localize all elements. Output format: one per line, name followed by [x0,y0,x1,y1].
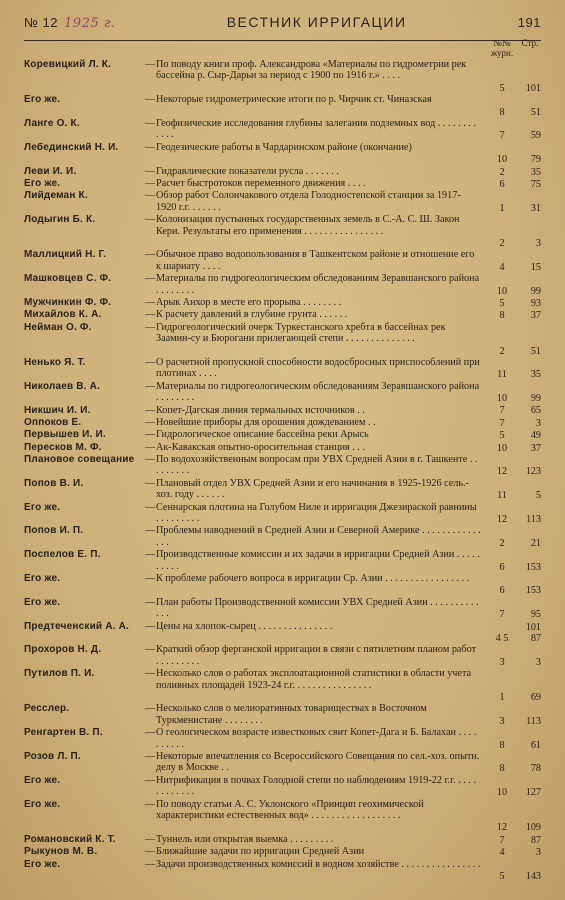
entry-dash: — [144,94,156,106]
index-entry [24,357,541,381]
entry-dash: — [144,441,156,453]
entry-issue-number: 7 [499,405,505,417]
entry-title: По водохозяйственным вопросам при УВХ Средней Азии в г. Ташкенте . . . . . . . . . [156,454,478,477]
entry-author: Ненько Я. Т. [24,356,86,368]
entry-issue-number: 2 [499,345,505,357]
index-entry [24,644,541,668]
entry-issue-number: 8 [499,106,505,118]
journal-title: ВЕСТНИК ИРРИГАЦИИ [226,14,407,30]
entry-issue-number: 4 [499,261,505,273]
entry-page: 153 [525,561,541,573]
entry-author: Предтеченский А. А. [24,620,130,632]
entry-dash: — [144,273,156,285]
entry-title: Задачи производственных комиссий в водном хозяйстве . . . . . . . . . . . . . . . . [156,858,481,870]
entry-issue-number: 3 [499,656,505,668]
index-entry [24,249,541,273]
entry-page: 21 [530,537,541,549]
entry-title: По поводу статьи А. С. Уклонского «Принцип геохимической характеристики естественных вод» . . . . . . . . . . . . . . . . . . [156,798,424,822]
entry-issue-number: 10 [496,393,508,405]
entry-issue-number: 2 [499,237,505,249]
entry-dash: — [144,596,156,608]
entry-author: Прохоров Н. Д. [24,644,102,656]
entry-issue-number: 6 [499,561,505,573]
entry-issue-number: 8 [499,310,505,322]
entry-issue-number: 5 [499,870,505,882]
entry-page: 87 [530,834,541,846]
entry-dash: — [144,214,156,226]
entry-dash: — [144,416,156,428]
entry-page: 35 [530,166,541,178]
index-entry [24,834,541,846]
index-entry [24,381,541,405]
header-rule [24,40,541,41]
entry-dash: — [144,620,156,632]
entry-dash: — [144,477,156,489]
entry-issue-number: 6 [499,585,505,597]
entry-dash: — [144,501,156,513]
entry-issue-number: 4 5 [495,633,509,645]
entry-title: Материалы по гидрогеологическим обследованиям Зеравшанского района . . . . . . . . [156,273,480,296]
entry-page: 79 [530,154,541,166]
handwritten-year: 1925 г. [64,16,116,31]
entry-dash: — [144,429,156,441]
entry-title: Колонизация пустынных государственных земель в С.-А. С. Ш. Закон Кери. Результаты его применения . . . . . . . . . . . . . . . . [156,214,460,237]
entry-page: 61 [530,739,541,751]
index-entry [24,621,541,645]
entry-page: 3 [535,417,541,429]
entry-title: Краткий обзор ферганской ирригации в связи с пятилетним планом работ . . . . . . . . . [156,644,477,667]
entry-dash: — [144,573,156,585]
entry-author: Попов В. И. [24,477,84,489]
entry-author: Лебединский Н. И. [24,141,119,153]
entry-title: Гидрологическое описание бассейна реки Арысь [156,429,369,441]
entry-dash: — [144,177,156,189]
entry-page: 37 [530,442,541,454]
entry-issue-number: 8 [499,763,505,775]
entry-dash: — [144,249,156,261]
entry-dash: — [144,59,156,70]
issue-number: № 12 [24,15,59,30]
index-entry [24,573,541,597]
entry-page: 101 [525,82,541,94]
index-entry [24,214,541,249]
entry-page: 95 [530,609,541,621]
entry-page: 109 [525,822,541,834]
index-table [24,59,541,882]
entry-dash: — [144,190,156,202]
entry-dash: — [144,833,156,845]
index-entry [24,309,541,321]
index-entry [24,442,541,454]
index-entry [24,454,541,478]
entry-title: Геодезические работы в Чардаринском районе (окончание) [156,141,412,153]
column-page: Стр. [521,38,539,48]
entry-issue-number: 7 [499,609,505,621]
entry-page: 127 [525,787,541,799]
entry-author: Его же. [24,573,61,585]
entry-author: Розов Л. П. [24,751,81,763]
index-entry [24,59,541,94]
entry-author: Его же. [24,596,61,608]
entry-title: Нитрификация в почвах Голодной степи по наблюдениям 1919-22 г.г. . . . . . . . . . . . . [156,774,477,798]
entry-title: К расчету давлений в глубине грунта . . . . . . [156,309,348,321]
entry-title: Плановый отдел УВХ Средней Азии и его начинания в 1925-1926 сель.-хоз. году . . . . . . [156,477,469,501]
entry-title: Некоторые впечатления со Всероссийского Совещания по сел.-хоз. опытн. делу в Москве . . [156,751,480,774]
entry-author: Коревицкий Л. К. [24,59,112,70]
index-entry [24,142,541,166]
entry-title: По поводу книги проф. Александрова «Материалы по гидрометрии рек бассейна р. Сыр-Дарьи за период с 1900 по 1916 г.» . . . . [156,59,467,82]
index-entry [24,775,541,799]
index-entry [24,703,541,727]
entry-title: Туннель или открытая выемка . . . . . . . . . [156,833,334,845]
entry-dash: — [144,774,156,786]
entry-title: План работы Производственной комиссии УВХ Средней Азии . . . . . . . . . . . . . [156,596,479,620]
entry-issue-number: 12 [496,514,508,526]
entry-issue-number: 10 [496,442,508,454]
entry-author: Михайлов К. А. [24,309,102,321]
entry-page: 99 [530,393,541,405]
entry-dash: — [144,117,156,129]
index-entry [24,322,541,357]
entry-author: Его же. [24,501,61,513]
entry-page: 51 [530,106,541,118]
entry-page: 93 [530,297,541,309]
entry-author: Поспелов Е. П. [24,549,101,561]
entry-page: 75 [530,178,541,190]
entry-author: Машковцев С. Ф. [24,273,112,285]
index-entry [24,178,541,190]
entry-page: 31 [530,202,541,214]
entry-page: 59 [530,130,541,142]
entry-title: Копет-Дагская линия термальных источников . . [156,404,365,416]
entry-issue-number: 12 [496,466,508,478]
entry-title: Новейшие приборы для орошения дождеванием . . [156,416,376,428]
entry-issue-number: 7 [499,834,505,846]
entry-page: 49 [530,430,541,442]
entry-author: Плановое совещание [24,454,135,466]
index-entry [24,297,541,309]
entry-author: Нейман О. Ф. [24,321,92,333]
entry-author: Мужчинкин Ф. Ф. [24,296,112,308]
entry-issue-number: 6 [499,178,505,190]
page-header [24,14,541,38]
entry-page: 113 [526,715,541,727]
index-entry [24,525,541,549]
entry-issue-number: 5 [499,297,505,309]
entry-title: Гидрогеологический очерк Туркестанского хребта в бассейнах рек Заамин-су и Бюрогани прилегающей степи . . . . . . . . . . . . . . [156,321,446,345]
index-entry [24,94,541,118]
entry-issue-number: 10 [496,787,508,799]
entry-title: Проблемы наводнений в Средней Азии и Северной Америке . . . . . . . . . . . . . . . [156,525,481,548]
entry-issue-number: 1 [499,692,505,704]
entry-page: 3 [535,656,541,668]
entry-author: Лодыгин Б. К. [24,214,96,226]
index-entry [24,597,541,621]
entry-issue-number: 5 [499,430,505,442]
entry-dash: — [144,525,156,537]
entry-author: Его же. [24,798,61,810]
index-entry [24,478,541,502]
entry-author: Его же. [24,858,61,870]
entry-page: 123 [525,466,541,478]
entry-author: Оппоков Е. [24,416,82,428]
entry-title: Обычное право водопользования в Ташкентском районе и отношение его к шариату . . . . [156,249,475,272]
entry-dash: — [144,727,156,739]
entry-dash: — [144,380,156,392]
entry-issue-number: 10 [496,154,508,166]
entry-author: Лийдеман К. [24,190,88,202]
entry-page: 101 87 [525,621,541,645]
entry-page: 15 [530,261,541,273]
entry-title: О расчетной пропускной способности водосбросных приспособлений при плотинах . . . . [156,356,480,380]
entry-page: 113 [526,514,541,526]
entry-issue-number: 1 [499,202,505,214]
entry-title: Сеннарская плотина на Голубом Ниле и ирригация Джезираской равнины . . . . . . . . . [156,501,477,525]
column-headers [485,38,541,58]
entry-issue-number: 4 [499,847,505,859]
entry-dash: — [144,751,156,763]
entry-page: 153 [525,585,541,597]
entry-author: Леви И. И. [24,165,77,177]
entry-title: Геофизические исследования глубины залегания подземных вод . . . . . . . . . . . . [156,117,476,141]
entry-author: Ланге О. К. [24,117,80,129]
entry-title: Гидравлические показатели русла . . . . . . . [156,165,339,177]
entry-dash: — [144,296,156,308]
index-entry [24,549,541,573]
entry-dash: — [144,798,156,810]
entry-page: 143 [525,870,541,882]
index-entry [24,273,541,297]
entry-author: Романовский К. Т. [24,833,116,845]
entry-dash: — [144,309,156,321]
entry-dash: — [144,858,156,870]
index-entry [24,429,541,441]
entry-page: 51 [530,345,541,357]
index-entry [24,727,541,751]
entry-author: Его же. [24,774,61,786]
entry-title: Ближайшие задачи по ирригации Средней Азии [156,846,365,858]
entry-author: Маллицкий Н. Г. [24,249,107,261]
entry-title: Обзор работ Солончакового отдела Голодностепской станции за 1917-1920 г.г. . . . . . . [156,190,461,213]
entry-author: Пересков М. Ф. [24,441,102,453]
entry-page: 3 [535,847,541,859]
entry-page: 69 [530,692,541,704]
entry-author: Путилов П. И. [24,668,95,680]
entry-title: К проблеме рабочего вопроса в ирригации Ср. Азии . . . . . . . . . . . . . . . . . [156,573,470,585]
entry-dash: — [144,644,156,656]
entry-author: Его же. [24,177,61,189]
entry-title: Несколько слов о мелиоративных товариществах в Восточном Туркменистане . . . . . . . . [156,703,427,726]
entry-title: Материалы по гидрогеологическим обследованиям Зеравшанского района . . . . . . . . [156,380,480,404]
entry-issue-number: 7 [499,130,505,142]
entry-page: 65 [530,405,541,417]
entry-dash: — [144,846,156,858]
entry-page: 78 [530,763,541,775]
index-entry [24,859,541,883]
entry-page: 37 [530,310,541,322]
entry-page: 3 [535,237,541,249]
index-entry [24,668,541,703]
entry-author: Ренгартен В. П. [24,727,103,739]
entry-page: 5 [535,490,541,502]
entry-author: Рыкунов М. В. [24,846,98,858]
entry-dash: — [144,141,156,153]
entry-issue-number: 7 [499,417,505,429]
entry-title: Арык Анхор в месте его прорыва . . . . . . . . [156,296,342,308]
entry-issue-number: 12 [496,822,508,834]
entry-title: Производственные комиссии и их задачи в ирригации Средней Азии . . . . . . . . . . [156,549,480,572]
entry-issue-number: 8 [499,739,505,751]
index-entry [24,846,541,858]
entry-title: Ак-Кавакская опытно-оросительная станция . . . [156,441,365,453]
index-entry [24,166,541,178]
index-entry [24,751,541,775]
entry-author: Первышев И. И. [24,429,106,441]
entry-author: Попов И. П. [24,525,84,537]
entry-title: Некоторые гидрометрические итоги по р. Чирчик ст. Чиназская [156,94,432,106]
index-entry [24,502,541,526]
header-left [24,15,115,31]
index-entry [24,799,541,834]
entry-dash: — [144,356,156,368]
entry-dash: — [144,454,156,466]
entry-issue-number: 3 [499,715,505,727]
entry-dash: — [144,549,156,561]
entry-title: Несколько слов о работах эксплоатационной статистики в области учета поливных площадей 1923-24 г.г. . . . . . . . . . . . . . . . [156,668,472,691]
entry-dash: — [144,321,156,333]
entry-title: Расчет быстротоков переменного движения . . . . [156,177,366,189]
entry-dash: — [144,668,156,680]
page-number: 191 [517,15,541,30]
entry-page: 99 [530,285,541,297]
entry-dash: — [144,404,156,416]
entry-author: Ресслер. [24,703,70,715]
column-issue-no: №№ журн. [490,38,514,58]
entry-title: Цены на хлопок-сырец . . . . . . . . . . . . . . . [156,620,333,632]
index-entry [24,405,541,417]
entry-issue-number: 2 [499,166,505,178]
entry-issue-number: 5 [499,82,505,94]
entry-issue-number: 2 [499,537,505,549]
entry-issue-number: 11 [497,369,507,381]
index-entry [24,118,541,142]
entry-page: 35 [530,369,541,381]
entry-author: Его же. [24,94,61,106]
entry-issue-number: 11 [497,490,507,502]
index-entry [24,190,541,214]
entry-dash: — [144,165,156,177]
entry-dash: — [144,703,156,715]
entry-author: Никшич И. И. [24,404,91,416]
entry-author: Николаев В. А. [24,380,101,392]
entry-issue-number: 10 [496,285,508,297]
entry-title: О геологическом возрасте известковых свит Копет-Дага и Б. Балахан . . . . . . . . . . [156,727,477,750]
index-entry [24,417,541,429]
